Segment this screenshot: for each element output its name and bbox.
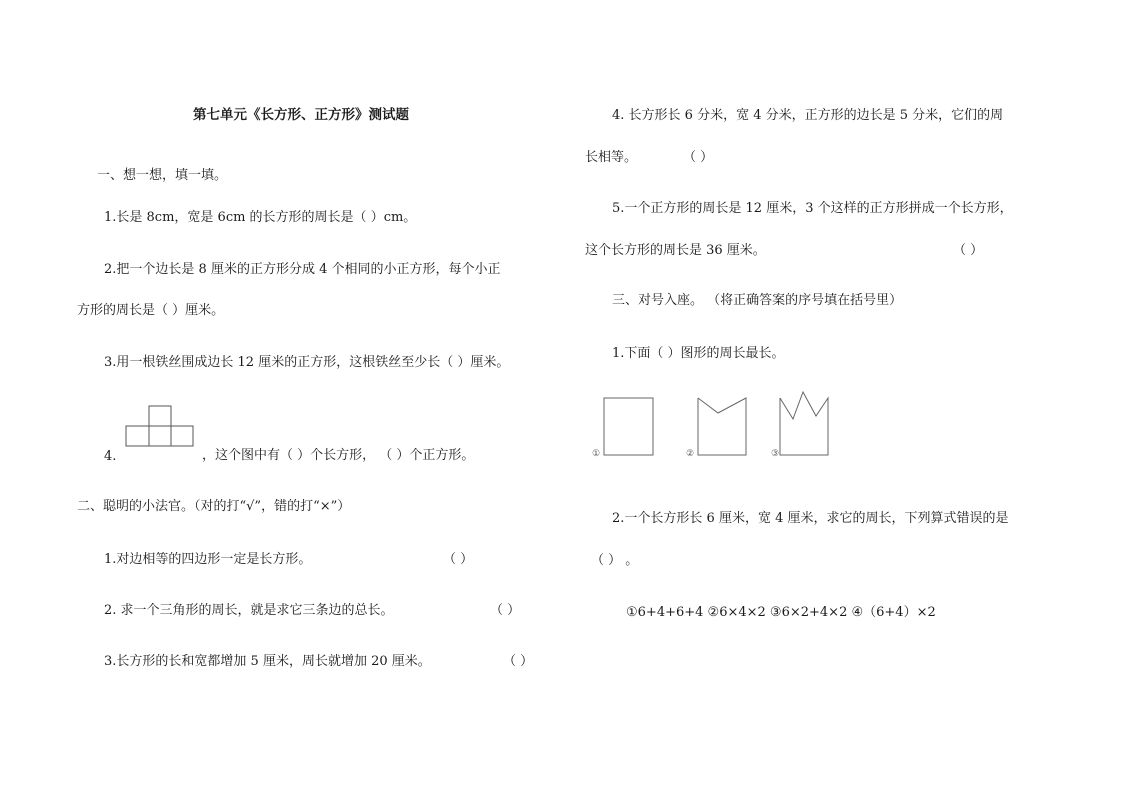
shape-2-notched	[697, 397, 749, 457]
answer-bracket-2-3[interactable]: （ ）	[503, 654, 534, 669]
answer-bracket-2-1[interactable]: （ ）	[443, 552, 474, 567]
question-1-4: ，这个图中有（ ）个长方形， （ ）个正方形。	[202, 448, 475, 463]
squares-figure	[125, 405, 195, 447]
question-3-2-line1: 2.一个长方形长 6 厘米，宽 4 厘米，求它的周长，下列算式错误的是	[612, 511, 1009, 526]
question-1-2-line2: 方形的周长是（ ）厘米。	[77, 303, 225, 318]
question-2-5-line2: 这个长方形的周长是 36 厘米。	[585, 243, 766, 258]
shape-2-label: ②	[686, 449, 695, 459]
question-2-3: 3.长方形的长和宽都增加 5 厘米，周长就增加 20 厘米。	[104, 654, 431, 669]
section1-heading: 一、想一想，填一填。	[97, 168, 228, 183]
question-2-4-line2: 长相等。	[585, 150, 638, 165]
question-2-2: 2. 求一个三角形的周长，就是求它三条边的总长。	[104, 603, 394, 618]
question-1-3: 3.用一根铁丝围成边长 12 厘米的正方形，这根铁丝至少长（ ）厘米。	[104, 355, 510, 370]
answer-bracket-2-5[interactable]: （ ）	[953, 243, 984, 258]
answer-bracket-2-4[interactable]: （ ）	[683, 150, 714, 165]
question-2-1: 1.对边相等的四边形一定是长方形。	[104, 552, 312, 567]
shape-1-rectangle	[603, 397, 655, 457]
question-3-2-line2[interactable]: （ ） 。	[591, 553, 639, 568]
shape-1-label: ①	[592, 449, 601, 459]
question-1-1: 1.长是 8cm，宽是 6cm 的长方形的周长是（ ）cm。	[104, 210, 417, 225]
question-2-5-line1: 5.一个正方形的周长是 12 厘米，3 个这样的正方形拼成一个长方形，	[612, 201, 1013, 216]
question-1-2-line1: 2.把一个边长是 8 厘米的正方形分成 4 个相同的小正方形，每个小正	[104, 262, 501, 277]
section3-heading: 三、对号入座。 （将正确答案的序号填在括号里）	[612, 293, 903, 308]
section2-heading: 二、聪明的小法官。（对的打“√”，错的打“×”）	[77, 499, 351, 514]
shape-3-crown	[779, 391, 831, 457]
question-1-4-number: 4.	[104, 449, 117, 464]
question-2-4-line1: 4. 长方形长 6 分米，宽 4 分米，正方形的边长是 5 分米，它们的周	[612, 108, 1004, 123]
question-3-1: 1.下面（ ）图形的周长最长。	[612, 346, 785, 361]
page-title: 第七单元《长方形、正方形》测试题	[193, 107, 409, 123]
shape-3-label: ③	[771, 449, 780, 459]
answer-bracket-2-2[interactable]: （ ）	[490, 603, 521, 618]
question-3-2-options: ①6+4+6+4 ②6×4×2 ③6×2+4×2 ④（6+4）×2	[626, 605, 936, 620]
